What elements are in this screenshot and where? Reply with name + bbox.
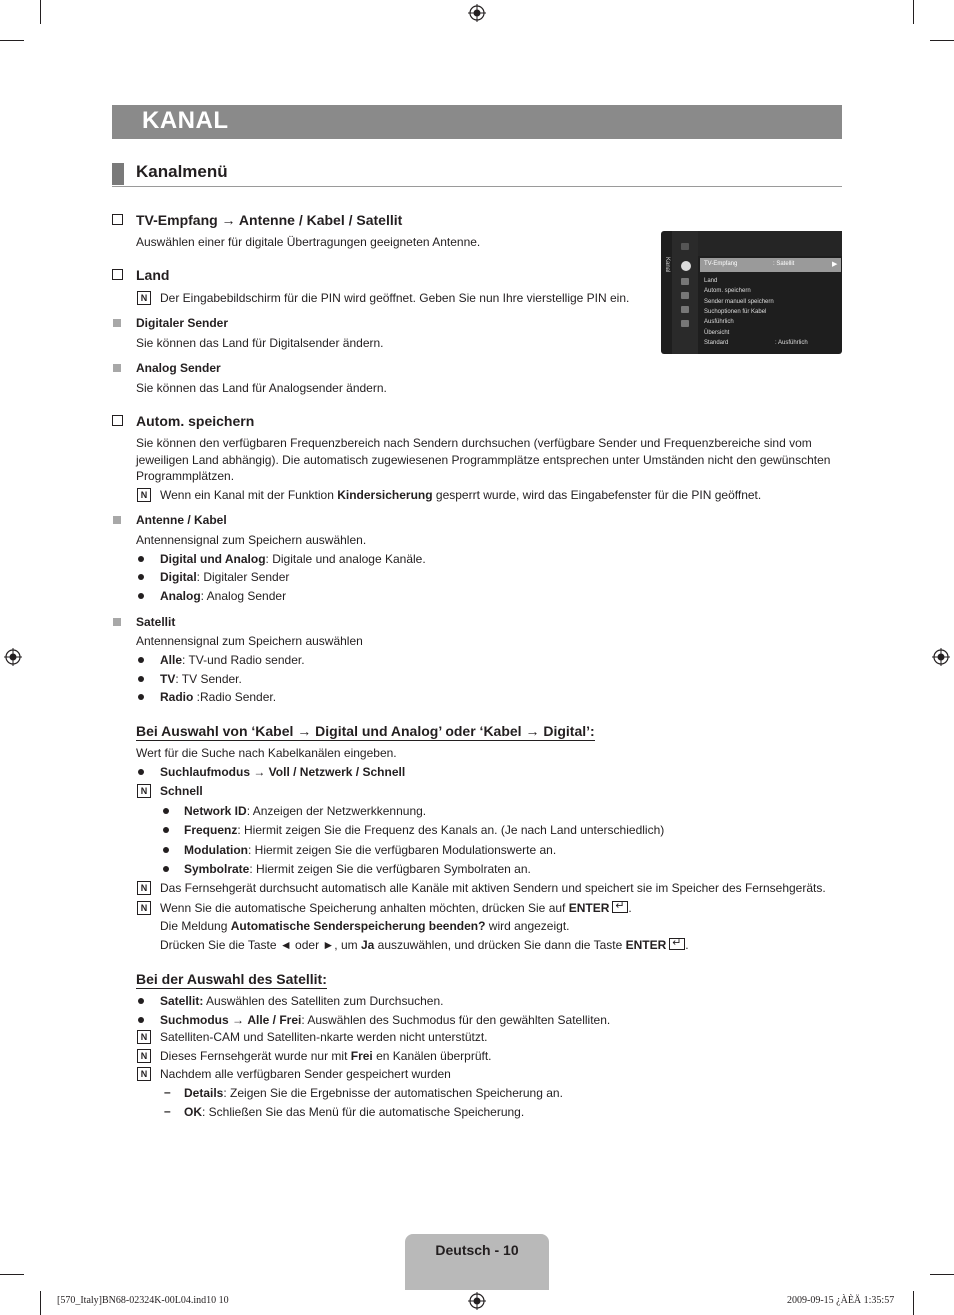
bullet-dot-icon: [163, 847, 169, 853]
analog-sender-text: Sie können das Land für Analogsender ändern.: [136, 381, 387, 395]
list-item: Suchmodus → Alle / Frei: Auswählen des Suchmodus für den gewählten Satelliten.: [160, 1013, 611, 1027]
digital-sender-title: Digitaler Sender: [136, 316, 229, 330]
tv-menu-side-label: Kanal: [664, 257, 670, 273]
tv-empfang-text: Auswählen einer für digitale Übertragungen geeigneten Antenne.: [136, 235, 481, 249]
page-number-tab: [405, 1234, 549, 1290]
land-note: Der Eingabebildschirm für die PIN wird geöffnet. Geben Sie nun Ihre vierstellige PIN ein.: [160, 291, 630, 305]
list-item: Frequenz: Hiermit zeigen Sie die Frequenz des Kanals an. (Je nach Land unterschiedlich): [184, 823, 665, 837]
section-title: Kanalmenü: [136, 162, 228, 181]
bullet-dot-icon: [138, 593, 144, 599]
bullet-dot-icon: [138, 998, 144, 1004]
suchlaufmodus-item: Suchlaufmodus → Voll / Netzwerk / Schnell: [160, 765, 406, 779]
note-icon: [137, 784, 151, 798]
bullet-dot-icon: [138, 574, 144, 580]
analog-sender-title: Analog Sender: [136, 361, 221, 375]
crop-mark: [930, 1274, 954, 1275]
tv-empfang-heading: TV-Empfang → Antenne / Kabel / Satellit: [136, 212, 403, 228]
print-slug-right: 2009-09-15 ¿ÀÈÄ 1:35:57: [787, 1295, 895, 1306]
bullet-dot-icon: [138, 657, 144, 663]
square-bullet-icon: [113, 516, 121, 524]
satellit-note-3: Nachdem alle verfügbaren Sender gespeichert wurden: [160, 1067, 451, 1081]
list-item: Analog: Analog Sender: [160, 589, 287, 603]
note-icon: [137, 1049, 151, 1063]
land-heading: Land: [136, 267, 170, 283]
tv-menu-arrow-icon: ▶: [832, 261, 838, 268]
tv-menu-item: Sender manuell speichern: [704, 299, 774, 305]
checkbox-bullet-icon: [112, 269, 123, 280]
tv-menu-highlight-value: : Satellit: [773, 261, 795, 267]
autom-paragraph: Sie können den verfügbaren Frequenzbereich nach Sendern durchsuchen (verfügbare Sender und Frequenzbereiche sind vom jeweiligen Land abhängig). Die automatisch zugewiesenen Programmplätze entsprechen unter Umständen nicht den gewünschten Programmplätzen.: [136, 436, 831, 483]
bullet-dot-icon: [138, 676, 144, 682]
satellit-title: Satellit: [136, 615, 176, 629]
satellit-text: Antennensignal zum Speichern auswählen: [136, 634, 363, 648]
crop-mark: [0, 40, 24, 41]
autom-note: Wenn ein Kanal mit der Funktion Kindersicherung gesperrt wurde, wird das Eingabefenster für die PIN geöffnet.: [160, 488, 762, 502]
crop-mark: [930, 40, 954, 41]
note-icon: [137, 1067, 151, 1081]
list-item: TV: TV Sender.: [160, 672, 242, 686]
list-item: Network ID: Anzeigen der Netzwerkkennung.: [184, 804, 427, 818]
crop-mark: [913, 0, 914, 24]
tv-menu-highlight-label: TV-Empfang: [704, 261, 738, 267]
checkbox-bullet-icon: [112, 214, 123, 225]
list-item: Satellit: Auswählen des Satelliten zum Durchsuchen.: [160, 994, 444, 1008]
enter-key-icon: [669, 938, 685, 950]
list-item: Details: Zeigen Sie die Ergebnisse der automatischen Speicherung an.: [184, 1086, 563, 1100]
checkbox-bullet-icon: [112, 415, 123, 426]
autom-heading: Autom. speichern: [136, 413, 255, 429]
section-divider: [112, 186, 842, 187]
tv-menu-item: Ausführlich: [704, 319, 734, 325]
bullet-dot-icon: [138, 694, 144, 700]
bullet-dot-icon: [138, 769, 144, 775]
bullet-dot-icon: [163, 808, 169, 814]
registration-mark-icon: [468, 4, 486, 22]
tv-menu-standard-value: : Ausführlich: [775, 340, 808, 346]
satellit-note-2: Dieses Fernsehgerät wurde nur mit Frei en Kanälen überprüft.: [160, 1049, 492, 1063]
list-item: Alle: TV-und Radio sender.: [160, 653, 305, 667]
square-bullet-icon: [113, 364, 121, 372]
note-icon: [137, 1030, 151, 1044]
registration-mark-icon: [4, 648, 22, 666]
registration-mark-icon: [932, 648, 950, 666]
crop-mark: [0, 1274, 24, 1275]
tv-menu-header: [698, 231, 842, 256]
kabel-note-2-line-2: Die Meldung Automatische Senderspeicherung beenden? wird angezeigt.: [160, 919, 570, 933]
antenne-kabel-text: Antennensignal zum Speichern auswählen.: [136, 533, 367, 547]
tv-menu-channel-icon: [681, 261, 691, 271]
bullet-dot-icon: [163, 866, 169, 872]
list-item: Digital und Analog: Digitale und analoge Kanäle.: [160, 552, 426, 566]
chapter-banner: [112, 105, 842, 139]
page-number: Deutsch - 10: [435, 1242, 519, 1258]
bullet-dot-icon: [138, 1017, 144, 1023]
section-marker: [112, 163, 124, 185]
crop-mark: [913, 1291, 914, 1315]
tv-menu-item: Übersicht: [704, 330, 730, 336]
kabel-note-2: Wenn Sie die automatische Speicherung anhalten möchten, drücken Sie auf ENTER↵ .: [160, 900, 632, 916]
tv-menu-icon: [681, 306, 689, 313]
kabel-heading: Bei Auswahl von ‘Kabel → Digital und Analog’ oder ‘Kabel → Digital’:: [136, 723, 595, 739]
note-icon: [137, 901, 151, 915]
crop-mark: [40, 0, 41, 24]
tv-menu-icon: [681, 243, 689, 250]
antenne-kabel-title: Antenne / Kabel: [136, 513, 227, 527]
list-item: Modulation: Hiermit zeigen Sie die verfügbaren Modulationswerte an.: [184, 843, 557, 857]
print-slug-left: [570_Italy]BN68-02324K-00L04.ind10 10: [57, 1295, 229, 1306]
chapter-title: KANAL: [142, 107, 229, 134]
satellit-note-1: Satelliten-CAM und Satelliten-nkarte werden nicht unterstützt.: [160, 1030, 488, 1044]
tv-menu-icon: [681, 278, 689, 285]
tv-menu-screenshot: [661, 231, 842, 354]
kabel-text: Wert für die Suche nach Kabelkanälen eingeben.: [136, 746, 397, 760]
tv-menu-item: Standard: [704, 340, 729, 346]
kabel-note-1: Das Fernsehgerät durchsucht automatisch alle Kanäle mit aktiven Sendern und speichert sie im Speicher des Fernsehgeräts.: [160, 881, 826, 895]
note-icon: [137, 488, 151, 502]
note-icon: [137, 881, 151, 895]
bullet-dot-icon: [163, 827, 169, 833]
digital-sender-text: Sie können das Land für Digitalsender ändern.: [136, 336, 384, 350]
list-item: Digital: Digitaler Sender: [160, 570, 290, 584]
kabel-note-2-line-3: Drücken Sie die Taste ◄ oder ►, um Ja auszuwählen, und drücken Sie dann die Taste ENTER↵ .: [160, 937, 689, 953]
tv-menu-item: Suchoptionen für Kabel: [704, 309, 767, 315]
satellit-heading: Bei der Auswahl des Satellit:: [136, 971, 327, 987]
tv-menu-icon: [681, 292, 689, 299]
registration-mark-icon: [468, 1292, 486, 1310]
crop-mark: [40, 1291, 41, 1315]
tv-menu-item: Autom. speichern: [704, 288, 751, 294]
enter-key-icon: [612, 901, 628, 913]
square-bullet-icon: [113, 319, 121, 327]
schnell-label: Schnell: [160, 784, 203, 798]
dash-bullet-icon: –: [164, 1085, 171, 1099]
list-item: Symbolrate: Hiermit zeigen Sie die verfügbaren Symbolraten an.: [184, 862, 531, 876]
square-bullet-icon: [113, 618, 121, 626]
dash-bullet-icon: –: [164, 1104, 171, 1118]
tv-menu-item: Land: [704, 278, 718, 284]
tv-menu-icon: [681, 320, 689, 327]
note-icon: [137, 291, 151, 305]
bullet-dot-icon: [138, 556, 144, 562]
list-item: OK: Schließen Sie das Menü für die automatische Speicherung.: [184, 1105, 525, 1119]
list-item: Radio :Radio Sender.: [160, 690, 277, 704]
